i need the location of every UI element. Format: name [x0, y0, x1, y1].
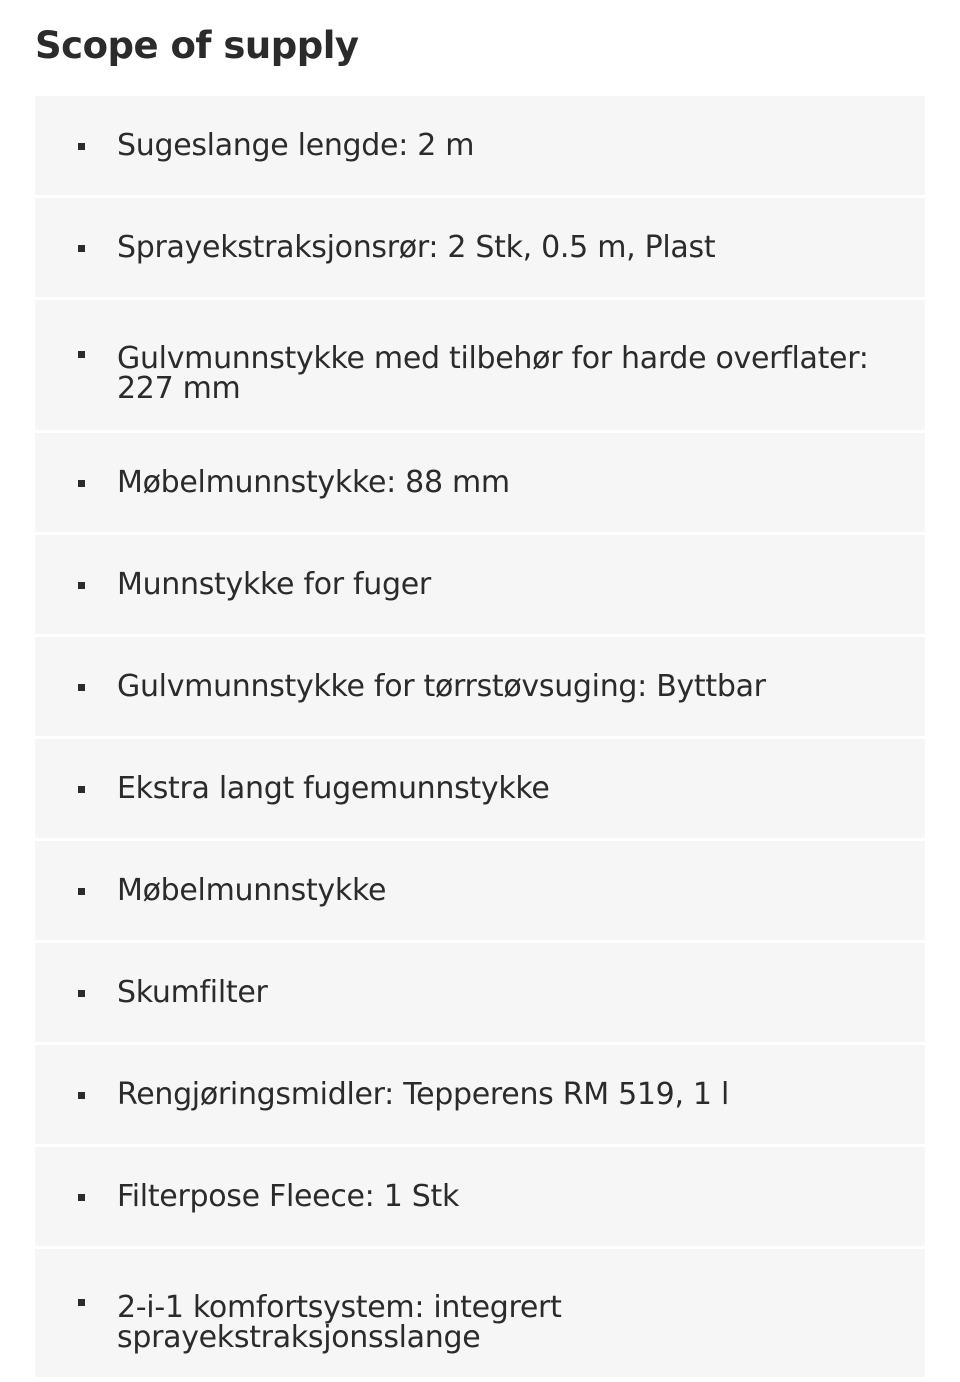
list-item-text: Ekstra langt fugemunnstykke — [117, 770, 550, 806]
list-item-text: Møbelmunnstykke: 88 mm — [117, 464, 510, 500]
list-item — [35, 943, 925, 1042]
list-item — [35, 1045, 925, 1144]
square-bullet-icon — [78, 143, 85, 150]
list-item-text: Munnstykke for fuger — [117, 566, 431, 602]
list-item — [35, 300, 925, 430]
square-bullet-icon — [78, 582, 85, 589]
square-bullet-icon — [78, 480, 85, 487]
square-bullet-icon — [78, 1194, 85, 1201]
list-item-text: Sugeslange lengde: 2 m — [117, 127, 475, 163]
list-item-text: 2-i-1 komfortsystem: integrert sprayekstraksjonsslange — [117, 1290, 562, 1355]
list-item — [35, 739, 925, 838]
list-item-text: Gulvmunnstykke for tørrstøvsuging: Byttbar — [117, 668, 766, 704]
list-item — [35, 1147, 925, 1246]
square-bullet-icon — [78, 684, 85, 691]
list-item-text: Møbelmunnstykke — [117, 872, 387, 908]
list-item-text: Gulvmunnstykke med tilbehør for harde overflater: 227 mm — [117, 341, 869, 406]
list-item — [35, 1249, 925, 1377]
square-bullet-icon — [78, 990, 85, 997]
square-bullet-icon — [78, 888, 85, 895]
list-item-text: Skumfilter — [117, 974, 268, 1010]
square-bullet-icon — [78, 1092, 85, 1099]
section-title: Scope of supply — [35, 24, 359, 67]
square-bullet-icon — [78, 351, 85, 358]
list-item-text: Sprayekstraksjonsrør: 2 Stk, 0.5 m, Plast — [117, 229, 716, 265]
square-bullet-icon — [78, 786, 85, 793]
list-item-text: Rengjøringsmidler: Tepperens RM 519, 1 l — [117, 1076, 729, 1112]
square-bullet-icon — [78, 1299, 85, 1306]
list-item-text: Filterpose Fleece: 1 Stk — [117, 1178, 460, 1214]
square-bullet-icon — [78, 245, 85, 252]
list-item — [35, 198, 925, 297]
list-item — [35, 535, 925, 634]
list-item — [35, 637, 925, 736]
list-item — [35, 841, 925, 940]
supply-list — [35, 96, 925, 1377]
list-item — [35, 96, 925, 195]
list-item — [35, 433, 925, 532]
